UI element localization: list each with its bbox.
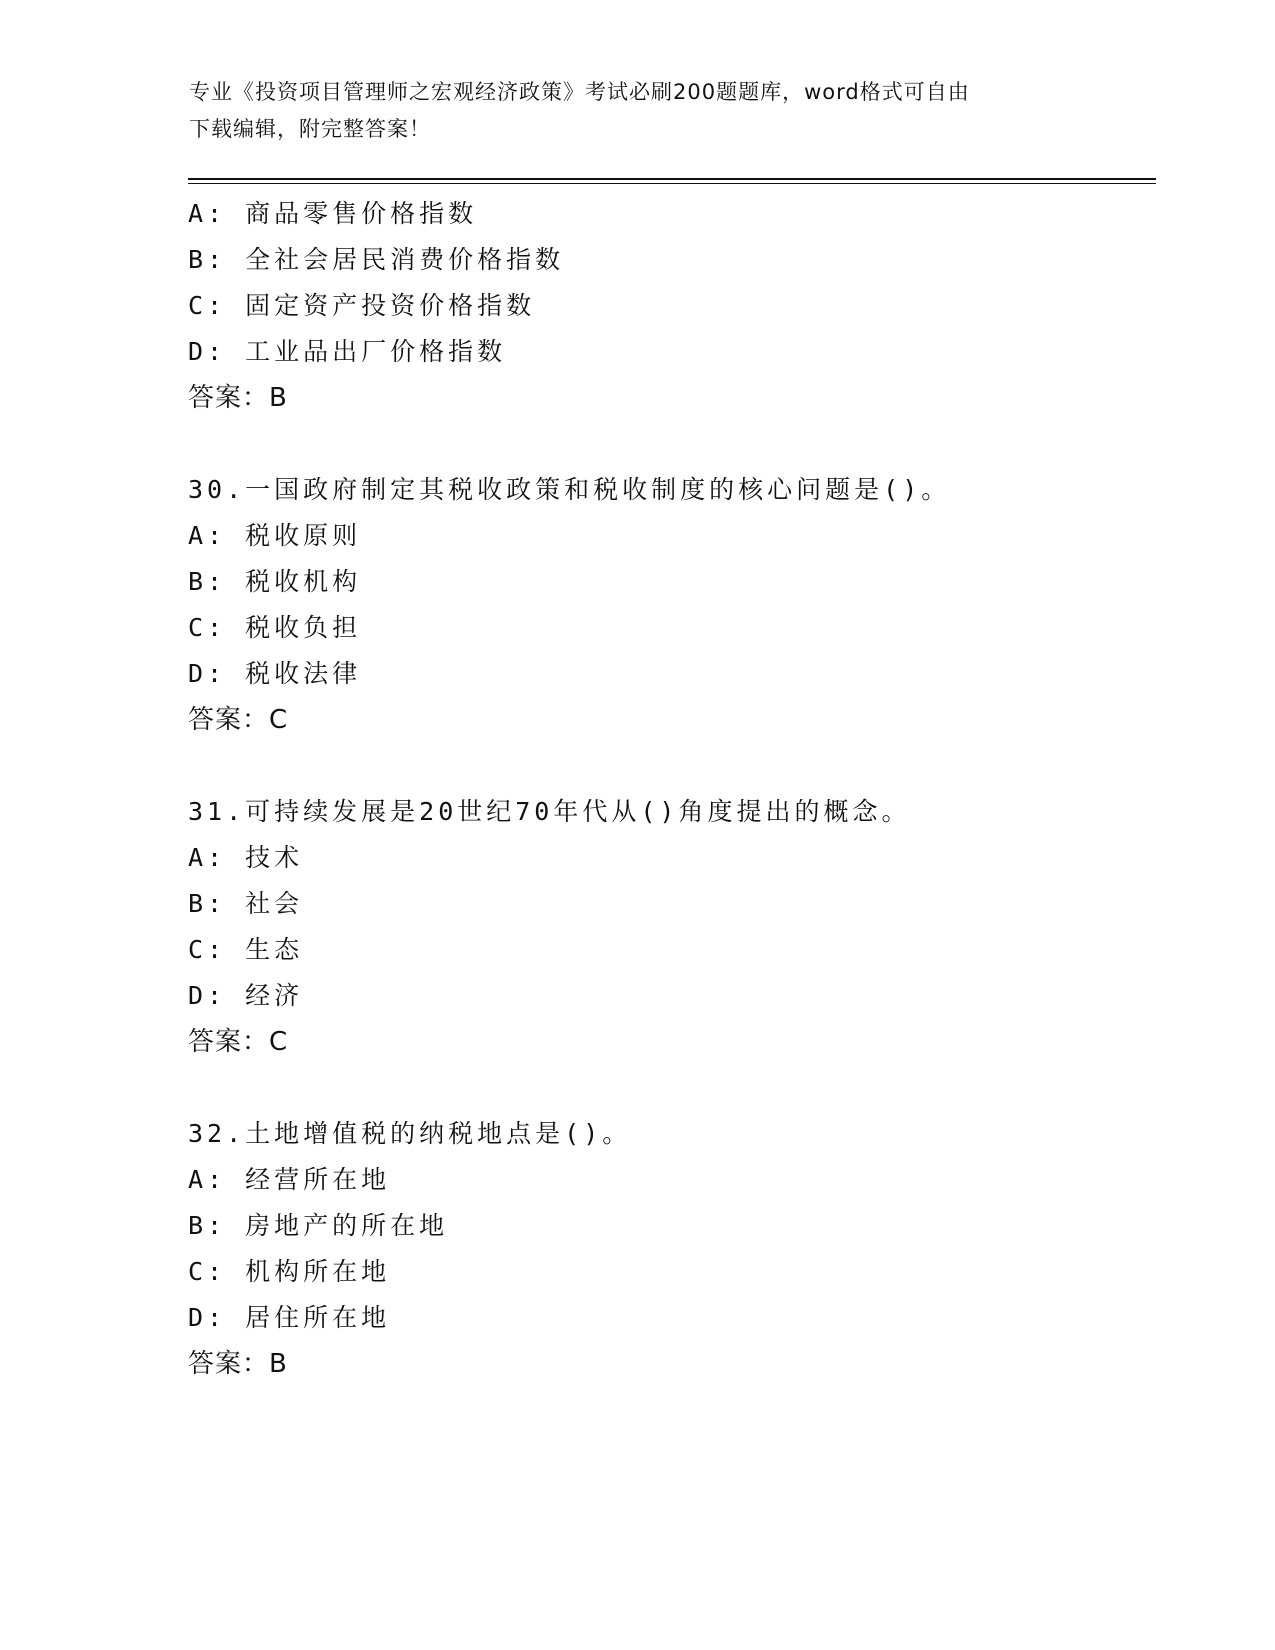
option-c	[188, 605, 1156, 651]
option-label: D:	[188, 659, 227, 688]
option-text: 工业品出厂价格指数	[245, 337, 507, 366]
option-label: D:	[188, 337, 227, 366]
question-32	[188, 1111, 1156, 1387]
answer-line: 答案：C	[188, 705, 289, 735]
option-a	[188, 513, 1156, 559]
header-line-2: 下载编辑，附完整答案！	[189, 117, 431, 141]
answer-line: 答案：B	[188, 383, 288, 413]
question-text: 30.一国政府制定其税收政策和税收制度的核心问题是()。	[188, 475, 951, 504]
option-text: 居住所在地	[245, 1303, 391, 1332]
option-b	[188, 559, 1156, 605]
option-text: 固定资产投资价格指数	[245, 291, 536, 320]
option-d	[188, 1295, 1156, 1341]
question-31	[188, 789, 1156, 1065]
option-d	[188, 973, 1156, 1019]
option-text: 社会	[245, 889, 304, 918]
question-spacer	[188, 1065, 1156, 1111]
option-label: C:	[188, 935, 227, 964]
option-label: B:	[188, 889, 227, 918]
option-text: 技术	[245, 843, 304, 872]
option-text: 经济	[245, 981, 304, 1010]
option-a	[188, 835, 1156, 881]
question-30	[188, 467, 1156, 743]
option-text: 全社会居民消费价格指数	[245, 245, 565, 274]
option-c	[188, 927, 1156, 973]
option-label: B:	[188, 1211, 227, 1240]
question-list	[188, 191, 1156, 1387]
option-b	[188, 881, 1156, 927]
question-spacer	[188, 421, 1156, 467]
option-text: 税收机构	[245, 567, 362, 596]
question-29	[188, 191, 1156, 421]
option-text: 机构所在地	[245, 1257, 391, 1286]
question-spacer	[188, 743, 1156, 789]
option-label: B:	[188, 567, 227, 596]
option-label: A:	[188, 199, 227, 228]
header-line-1: 专业《投资项目管理师之宏观经济政策》考试必刷200题题库，word格式可自由	[189, 80, 970, 104]
option-b	[188, 1203, 1156, 1249]
option-text: 经营所在地	[245, 1165, 391, 1194]
option-a	[188, 1157, 1156, 1203]
answer-line: 答案：C	[188, 1027, 289, 1057]
answer-line: 答案：B	[188, 1349, 288, 1379]
option-text: 税收原则	[245, 521, 362, 550]
option-label: A:	[188, 843, 227, 872]
option-label: A:	[188, 1165, 227, 1194]
option-text: 生态	[245, 935, 304, 964]
option-text: 商品零售价格指数	[245, 199, 478, 228]
option-c	[188, 1249, 1156, 1295]
option-text: 税收法律	[245, 659, 362, 688]
option-c	[188, 283, 1156, 329]
header-divider-thick	[188, 178, 1156, 180]
option-d	[188, 651, 1156, 697]
option-label: C:	[188, 291, 227, 320]
header-divider-thin	[188, 183, 1156, 184]
document-header	[189, 74, 1079, 148]
option-label: B:	[188, 245, 227, 274]
option-label: C:	[188, 1257, 227, 1286]
option-text: 房地产的所在地	[245, 1211, 449, 1240]
option-text: 税收负担	[245, 613, 362, 642]
option-label: C:	[188, 613, 227, 642]
option-d	[188, 329, 1156, 375]
question-text: 32.土地增值税的纳税地点是()。	[188, 1119, 632, 1148]
question-text: 31.可持续发展是20世纪70年代从()角度提出的概念。	[188, 797, 911, 826]
option-label: D:	[188, 981, 227, 1010]
option-label: A:	[188, 521, 227, 550]
option-a	[188, 191, 1156, 237]
option-label: D:	[188, 1303, 227, 1332]
option-b	[188, 237, 1156, 283]
